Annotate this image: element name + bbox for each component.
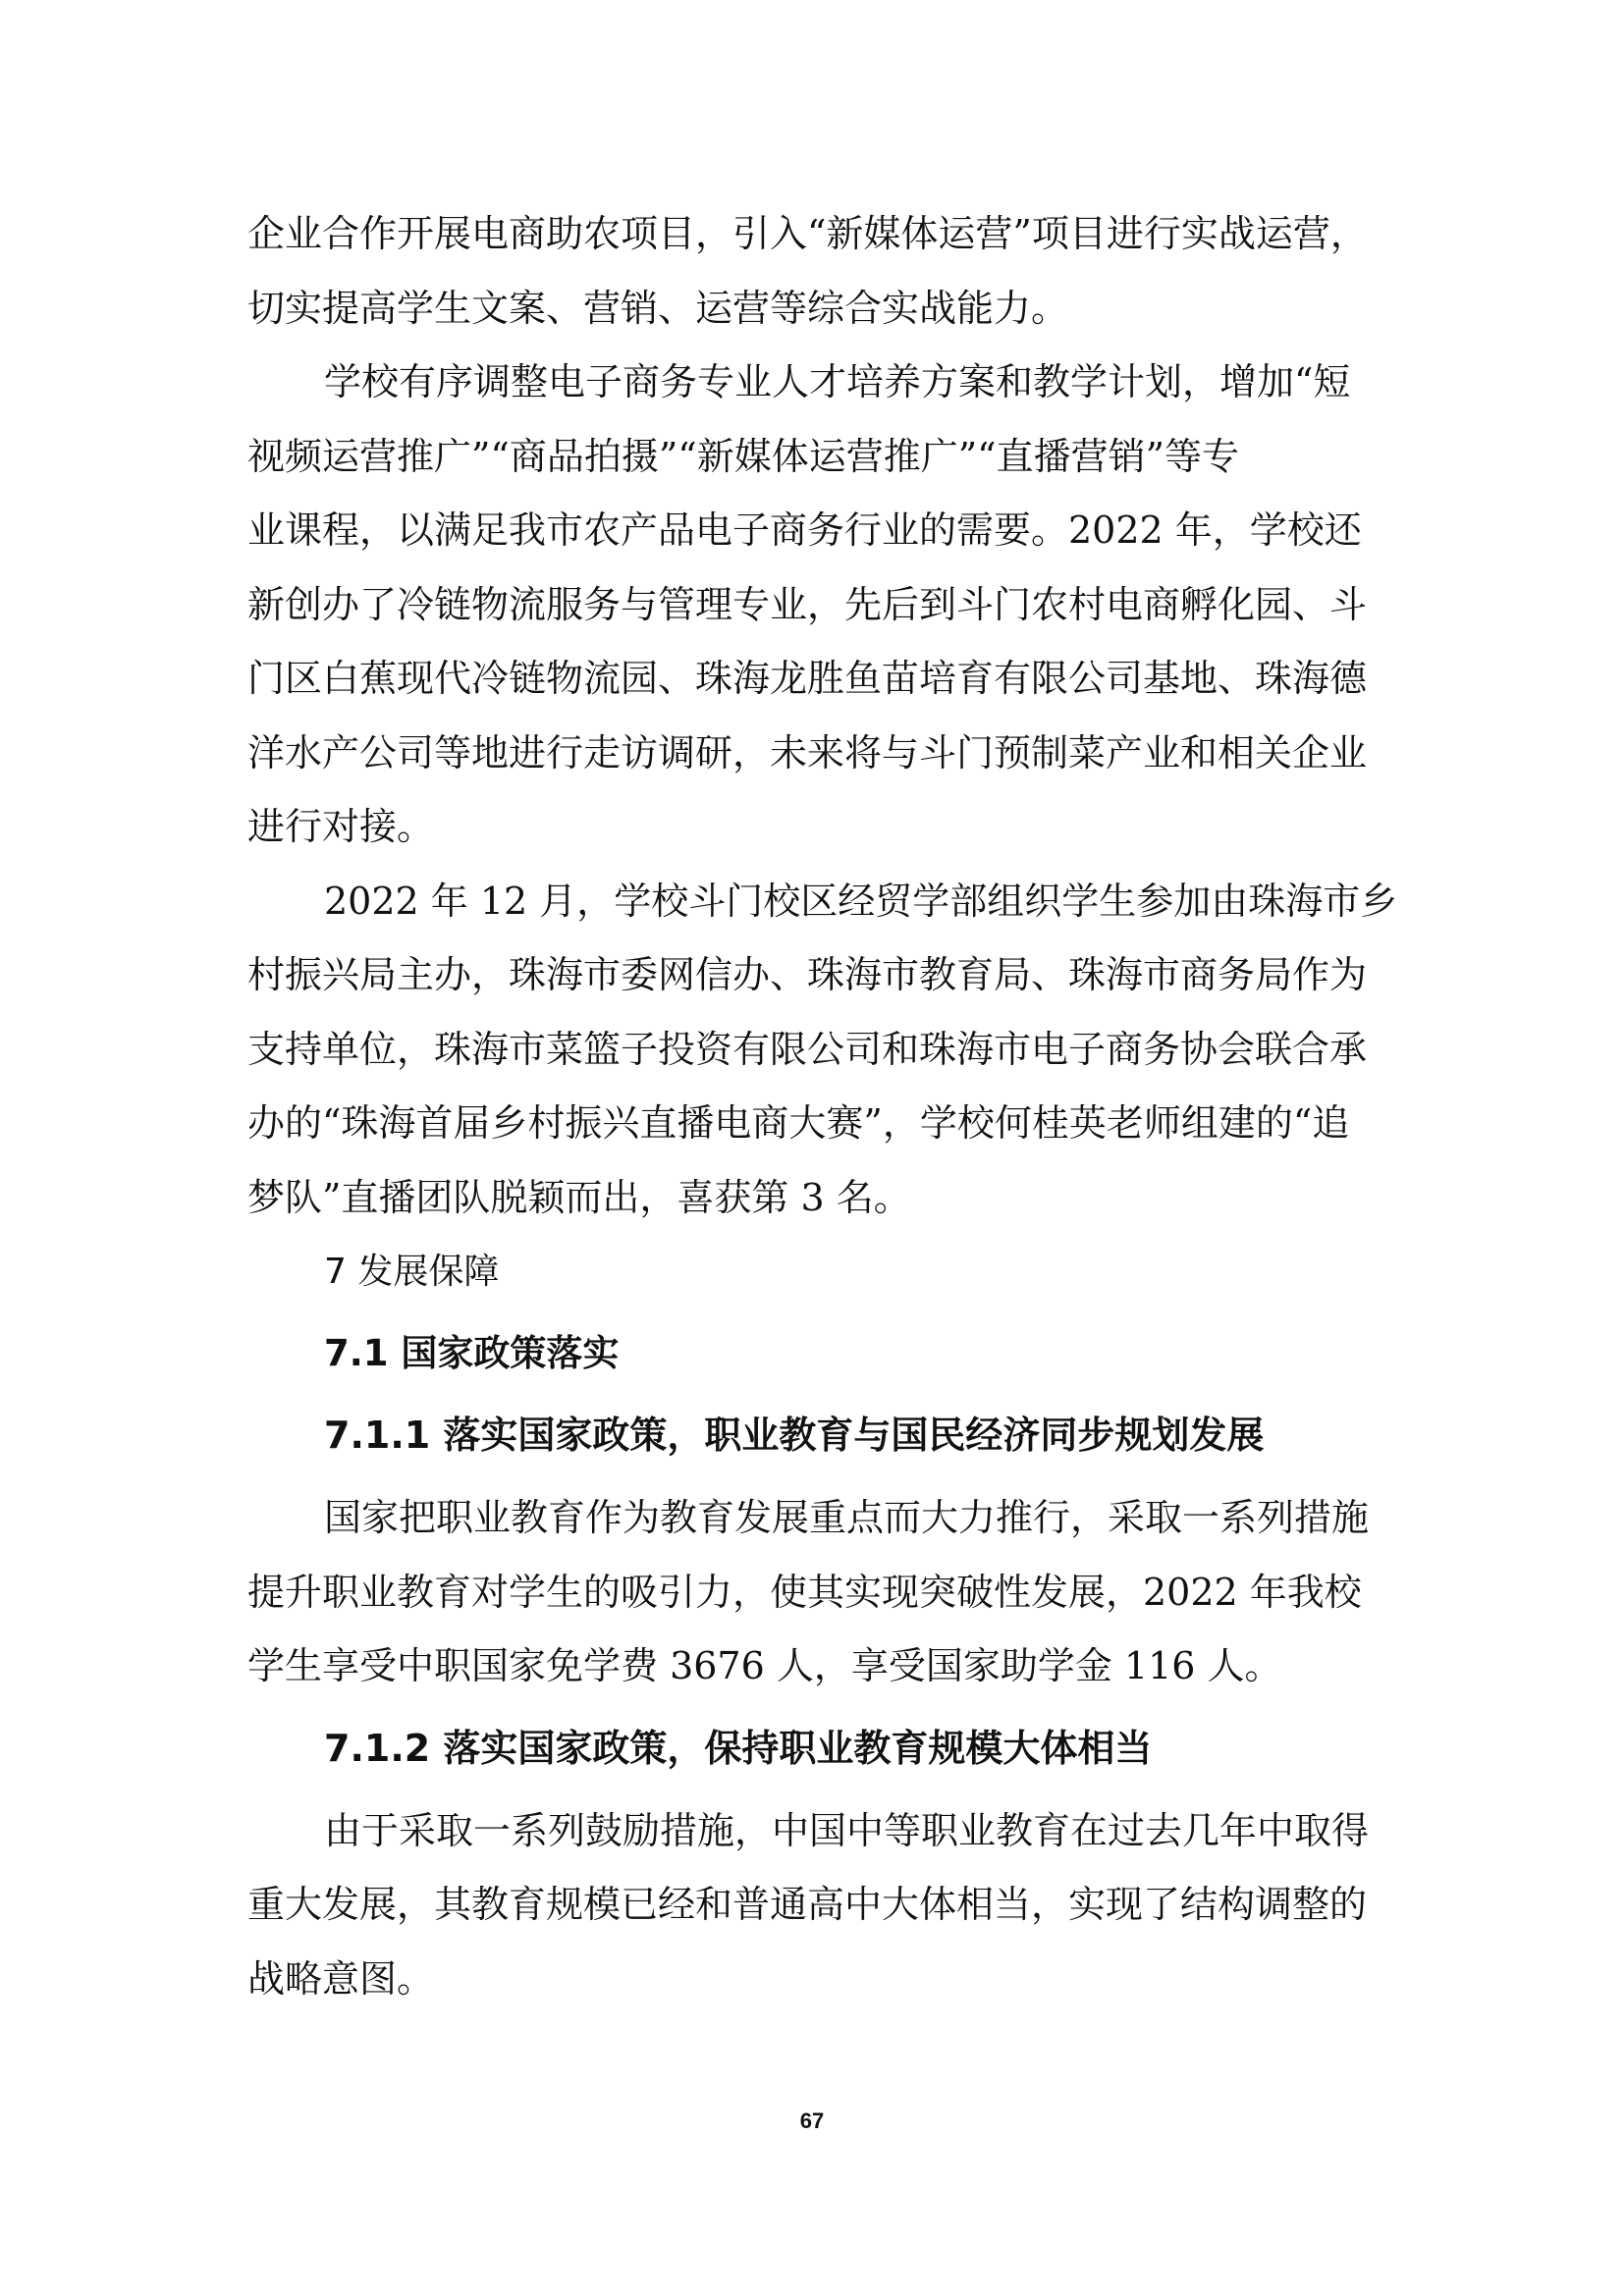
paragraph-1-line: 企业合作开展电商助农项目，引入“新媒体运营”项目进行实战运营， [247,212,1368,255]
paragraph-2-line: 视频运营推广”“商品拍摄”“新媒体运营推广”“直播营销”等专 [247,435,1239,478]
section-heading-7-1: 7.1 国家政策落实 [324,1332,620,1374]
paragraph-1-line: 切实提高学生文案、营销、运营等综合实战能力。 [247,287,1069,330]
paragraph-4-line: 学生享受中职国家免学费 3676 人，享受国家助学金 116 人。 [247,1644,1282,1687]
paragraph-4-line: 提升职业教育对学生的吸引力，使其实现突破性发展，2022 年我校 [247,1571,1362,1614]
paragraph-2-line: 学校有序调整电子商务专业人才培养方案和教学计划，增加“短 [324,360,1351,403]
paragraph-3-line: 梦队”直播团队脱颖而出，喜获第 3 名。 [247,1176,911,1219]
section-heading-7-1-2: 7.1.2 落实国家政策，保持职业教育规模大体相当 [324,1727,1153,1770]
paragraph-2-line: 进行对接。 [247,805,435,848]
paragraph-2-line: 门区白蕉现代冷链物流园、珠海龙胜鱼苗培育有限公司基地、珠海德 [247,657,1368,700]
paragraph-3-line: 办的“珠海首届乡村振兴直播电商大赛”，学校何桂英老师组建的“追 [247,1101,1350,1145]
page-number: 67 [799,2109,825,2133]
paragraph-5-line: 重大发展，其教育规模已经和普通高中大体相当，实现了结构调整的 [247,1883,1368,1926]
section-heading-7: 7 发展保障 [324,1252,500,1292]
paragraph-3-line: 2022 年 12 月，学校斗门校区经贸学部组织学生参加由珠海市乡 [324,880,1398,923]
paragraph-2-line: 新创办了冷链物流服务与管理专业，先后到斗门农村电商孵化园、斗 [247,583,1368,626]
paragraph-3-line: 村振兴局主办，珠海市委网信办、珠海市教育局、珠海市商务局作为 [247,953,1368,996]
paragraph-5-line: 战略意图。 [247,1957,435,2001]
paragraph-3-line: 支持单位，珠海市菜篮子投资有限公司和珠海市电子商务协会联合承 [247,1028,1368,1071]
paragraph-4-line: 国家把职业教育作为教育发展重点而大力推行，采取一系列措施 [324,1496,1370,1539]
paragraph-2-line: 洋水产公司等地进行走访调研，未来将与斗门预制菜产业和相关企业 [247,731,1368,774]
section-heading-7-1-1: 7.1.1 落实国家政策，职业教育与国民经济同步规划发展 [324,1414,1265,1457]
paragraph-2-line: 业课程，以满足我市农产品电子商务行业的需要。2022 年，学校还 [247,508,1362,552]
paragraph-5-line: 由于采取一系列鼓励措施，中国中等职业教育在过去几年中取得 [324,1809,1370,1852]
